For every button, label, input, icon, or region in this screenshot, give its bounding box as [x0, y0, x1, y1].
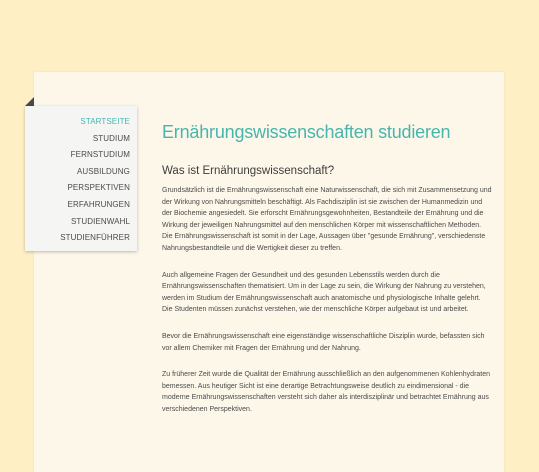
paragraph: Auch allgemeine Fragen der Gesundheit und des gesunden Lebensstils werden durch die Ernährungswissenschaften thematisiert. Um in der Lage zu sein, die Wirkung der Nahrung zu verstehen, werden im Studium der Ernährungswissenschaft auch anatomische und physiologische Inhalte gelehrt. Die Studenten müssen zunächst verstehen, wie der menschliche Körper aufgebaut ist und arbeitet.	[162, 271, 486, 314]
nav-item-startseite[interactable]: STARTSEITE	[80, 117, 130, 126]
sidebar-fold-corner	[25, 97, 34, 106]
paragraph: Grundsätzlich ist die Ernährungswissenschaft eine Naturwissenschaft, die sich mit Zusammensetzung und der Wirkung von Nahrungsmitteln beschäftigt. Als Fachdisziplin ist sie zwischen der Humanmedizin und der Biochemie angesiedelt. Sie erforscht Ernährungsgewohnheiten, Bestandteile der Ernährung und die Wirkung der jeweiligen Nahrungsmittel auf den menschlichen Körper mit wissenschaftlichen Methoden. Die Ernährungswissenschaft ist somit in der Lage, Aussagen über "gesunde Ernährung", verschiedenste Nahrungsbestandteile und die Wertigkeit dieser zu treffen.	[162, 187, 492, 252]
paragraph: Bevor die Ernährungswissenschaft eine eigenständige wissenschaftliche Disziplin wurde, befassten sich vor allem Chemiker mit Fragen der Ernährung und der Nahrung.	[162, 332, 485, 352]
main-content	[162, 118, 492, 431]
nav-item-ausbildung[interactable]: AUSBILDUNG	[76, 166, 130, 176]
section-heading: Was ist Ernährungswissenschaft?	[162, 165, 335, 177]
page-title: Ernährungswissenschaften studieren	[162, 122, 451, 142]
paragraph: Zu früherer Zeit wurde die Qualität der Ernährung ausschließlich an den aufgenommenen Kohlenhydraten bemessen. Aus heutiger Sicht ist eine derartige Betrachtungsweise deutlich zu eindimensional - die moderne Ernährungswissenschaften versteht sich daher als interdisziplinär und betrachtet Ernährung aus verschiedenen Perspektiven.	[162, 371, 491, 413]
sidebar-nav	[25, 106, 137, 251]
nav-item-erfahrungen[interactable]: ERFAHRUNGEN	[67, 199, 130, 209]
nav-item-studienwahl[interactable]: STUDIENWAHL	[70, 216, 130, 226]
nav-item-fernstudium[interactable]: FERNSTUDIUM	[70, 150, 130, 160]
nav-item-perspektiven[interactable]: PERSPEKTIVEN	[67, 183, 130, 193]
nav-item-studium[interactable]: STUDIUM	[92, 133, 130, 143]
nav-item-studienfuehrer[interactable]: STUDIENFÜHRER	[60, 233, 130, 243]
